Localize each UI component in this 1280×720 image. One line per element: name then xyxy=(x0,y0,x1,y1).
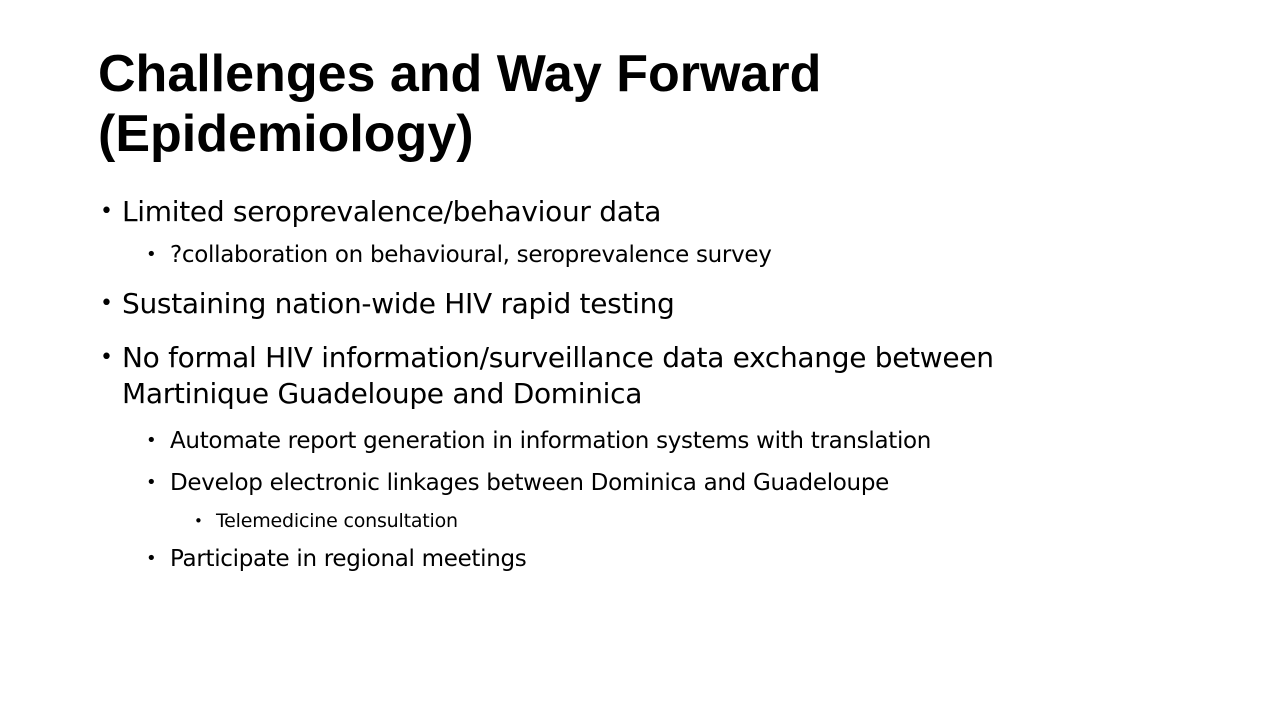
sub-bullet-item xyxy=(98,426,1118,456)
bullet-text: Telemedicine consultation xyxy=(216,510,458,532)
bullet-icon: • xyxy=(100,345,113,370)
sub-bullet-item xyxy=(98,544,1118,574)
bullet-icon: • xyxy=(146,430,157,451)
sub-bullet-item xyxy=(98,240,1118,270)
bullet-item xyxy=(98,286,1118,322)
bullet-list xyxy=(98,194,1118,574)
bullet-text: Participate in regional meetings xyxy=(170,546,527,572)
bullet-icon: • xyxy=(146,472,157,493)
bullet-icon: • xyxy=(146,244,157,265)
bullet-icon: • xyxy=(100,199,113,224)
bullet-icon: • xyxy=(100,291,113,316)
bullet-text: Sustaining nation-wide HIV rapid testing xyxy=(122,287,675,320)
bullet-text: Develop electronic linkages between Dominica and Guadeloupe xyxy=(170,470,889,496)
sub-bullet-item xyxy=(98,468,1118,498)
bullet-item xyxy=(98,340,1118,412)
slide-title xyxy=(98,44,1198,164)
slide-title-line-2: (Epidemiology) xyxy=(98,105,474,163)
bullet-text: Limited seroprevalence/behaviour data xyxy=(122,195,662,228)
bullet-icon: • xyxy=(194,512,203,530)
bullet-item xyxy=(98,194,1118,230)
slide-title-line-1: Challenges and Way Forward xyxy=(98,45,822,103)
bullet-text: Automate report generation in information systems with translation xyxy=(170,428,932,454)
bullet-text: ?collaboration on behavioural, seroprevalence survey xyxy=(170,242,772,268)
sub-sub-bullet-item xyxy=(98,508,1118,534)
bullet-text: No formal HIV information/surveillance data exchange between Martinique Guadeloupe and Dominica xyxy=(122,341,994,410)
bullet-icon: • xyxy=(146,548,157,569)
